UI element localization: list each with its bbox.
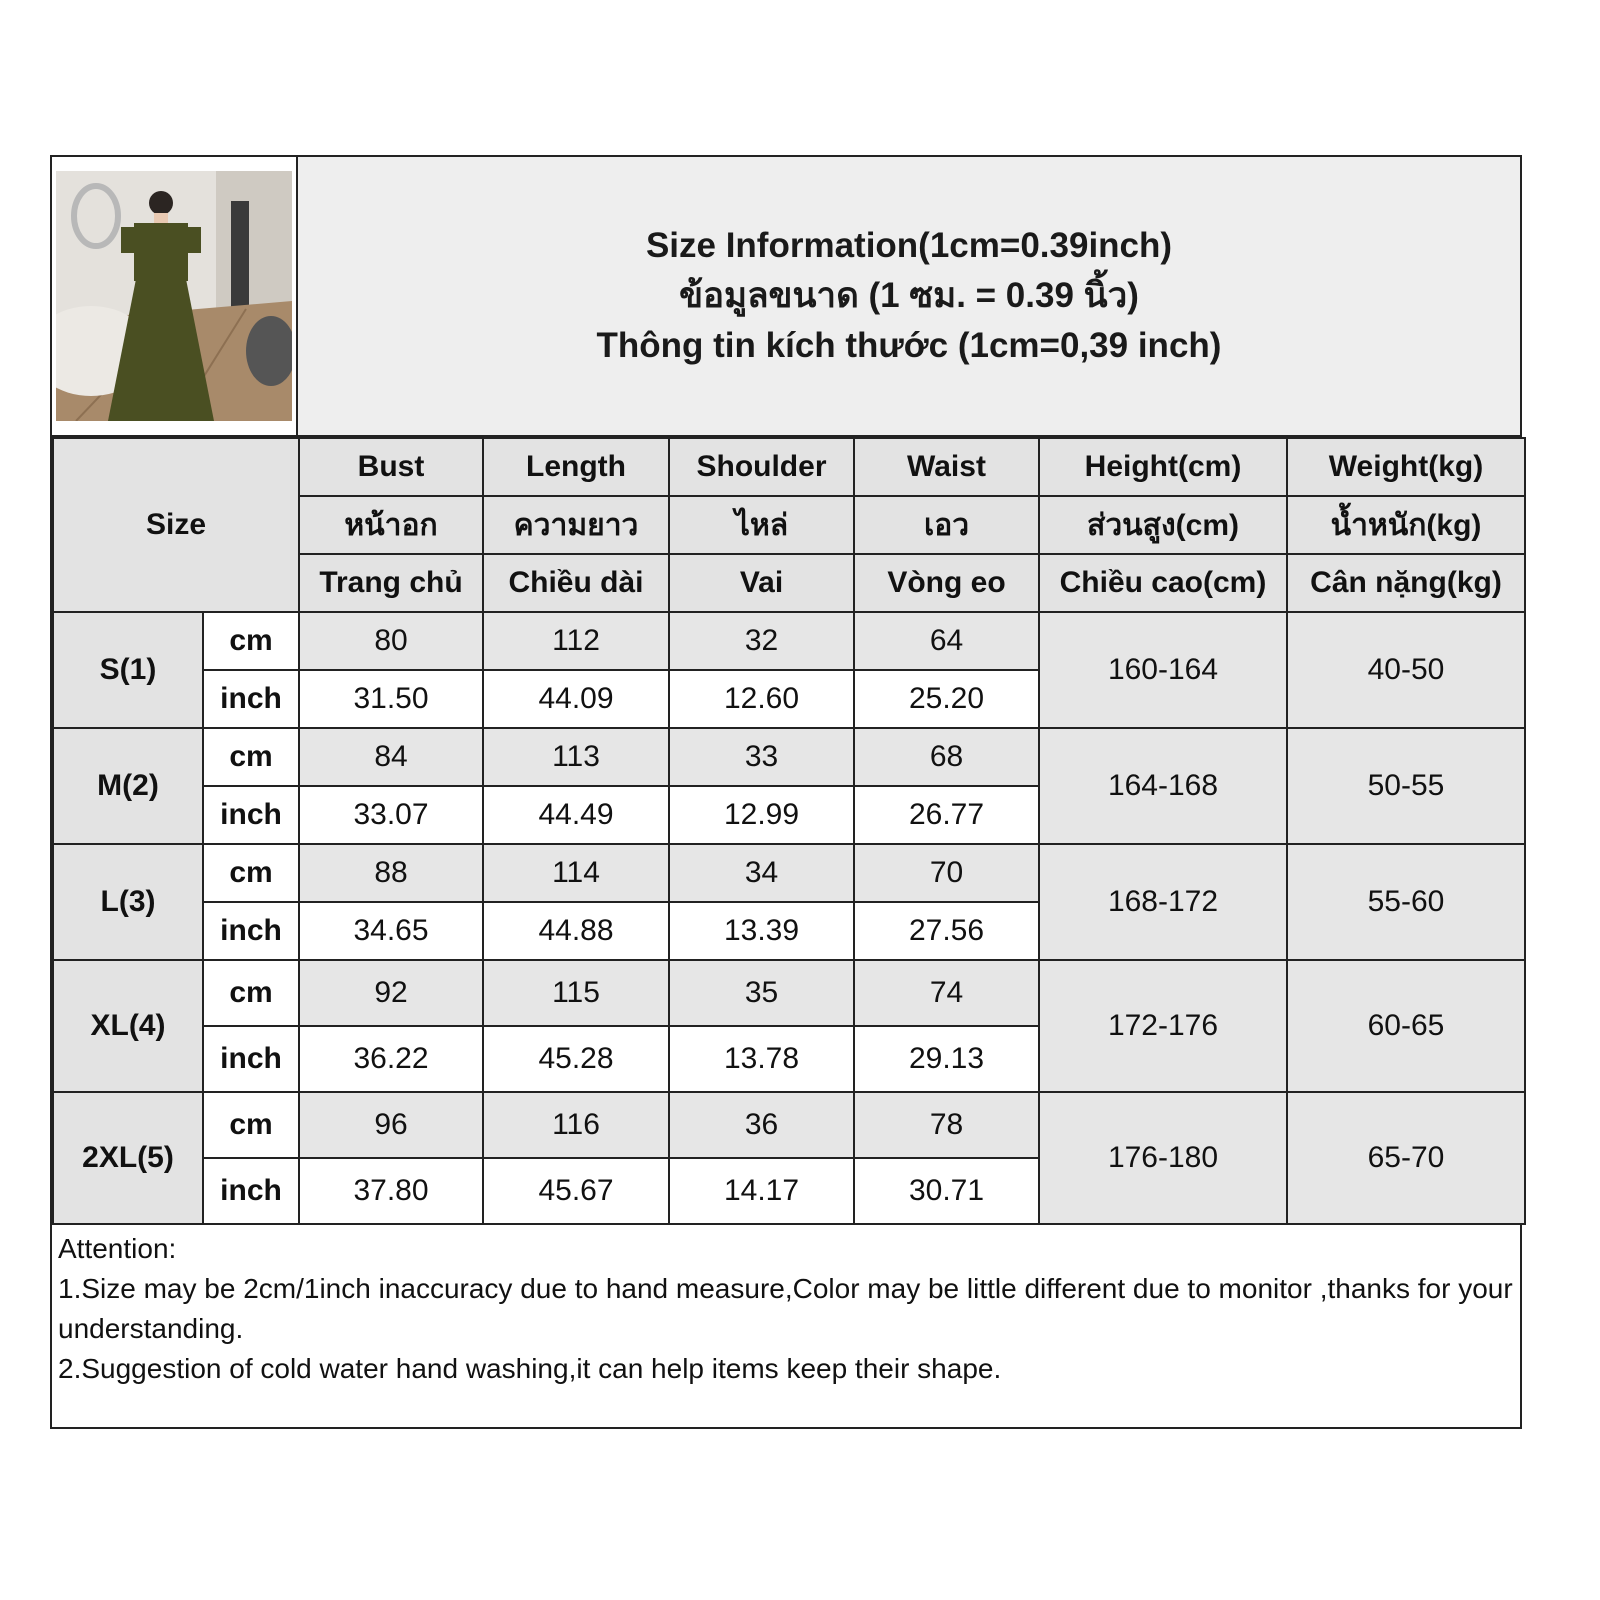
column-header-vi: Vai bbox=[669, 554, 854, 612]
unit-label: inch bbox=[203, 1026, 299, 1092]
height-range: 168-172 bbox=[1039, 844, 1287, 960]
height-range: 160-164 bbox=[1039, 612, 1287, 728]
measurement-cell: 27.56 bbox=[854, 902, 1039, 960]
column-header-en: Length bbox=[483, 438, 669, 496]
measurement-cell: 33.07 bbox=[299, 786, 483, 844]
measurement-cell: 32 bbox=[669, 612, 854, 670]
measurement-cell: 12.99 bbox=[669, 786, 854, 844]
title-vietnamese: Thông tin kích thước (1cm=0,39 inch) bbox=[596, 326, 1222, 365]
measurement-cell: 13.78 bbox=[669, 1026, 854, 1092]
measurement-cell: 115 bbox=[483, 960, 669, 1026]
column-header-th: ความยาว bbox=[483, 496, 669, 554]
size-chart bbox=[50, 155, 1522, 1429]
title-thai: ข้อมูลขนาด (1 ซม. = 0.39 นิ้ว) bbox=[679, 276, 1139, 315]
measurement-cell: 35 bbox=[669, 960, 854, 1026]
height-range: 172-176 bbox=[1039, 960, 1287, 1092]
measurement-cell: 45.28 bbox=[483, 1026, 669, 1092]
column-header-vi: Trang chủ bbox=[299, 554, 483, 612]
column-header-en: Height(cm) bbox=[1039, 438, 1287, 496]
measurement-cell: 37.80 bbox=[299, 1158, 483, 1224]
column-header-th: ไหล่ bbox=[669, 496, 854, 554]
column-header-vi: Chiều cao(cm) bbox=[1039, 554, 1287, 612]
table-row bbox=[53, 728, 1525, 786]
unit-label: inch bbox=[203, 902, 299, 960]
measurement-cell: 29.13 bbox=[854, 1026, 1039, 1092]
weight-range: 55-60 bbox=[1287, 844, 1525, 960]
measurement-cell: 114 bbox=[483, 844, 669, 902]
column-header-en: Shoulder bbox=[669, 438, 854, 496]
measurement-cell: 80 bbox=[299, 612, 483, 670]
height-range: 164-168 bbox=[1039, 728, 1287, 844]
height-range: 176-180 bbox=[1039, 1092, 1287, 1224]
column-header-vi: Chiều dài bbox=[483, 554, 669, 612]
measurement-cell: 84 bbox=[299, 728, 483, 786]
measurement-cell: 78 bbox=[854, 1092, 1039, 1158]
unit-label: cm bbox=[203, 1092, 299, 1158]
measurement-cell: 44.09 bbox=[483, 670, 669, 728]
measurement-cell: 88 bbox=[299, 844, 483, 902]
size-label: 2XL(5) bbox=[53, 1092, 203, 1224]
weight-range: 50-55 bbox=[1287, 728, 1525, 844]
measurement-cell: 44.49 bbox=[483, 786, 669, 844]
column-header-en: Waist bbox=[854, 438, 1039, 496]
column-header-en: Bust bbox=[299, 438, 483, 496]
measurement-cell: 112 bbox=[483, 612, 669, 670]
product-photo bbox=[56, 171, 292, 421]
measurement-cell: 34 bbox=[669, 844, 854, 902]
measurement-cell: 64 bbox=[854, 612, 1039, 670]
weight-range: 60-65 bbox=[1287, 960, 1525, 1092]
notes-line-1: 1.Size may be 2cm/1inch inaccuracy due to hand measure,Color may be little different due to monitor ,thanks for your understanding. bbox=[58, 1273, 1513, 1344]
measurement-cell: 74 bbox=[854, 960, 1039, 1026]
table-row bbox=[53, 612, 1525, 670]
measurement-cell: 34.65 bbox=[299, 902, 483, 960]
table-row bbox=[53, 960, 1525, 1026]
size-label: XL(4) bbox=[53, 960, 203, 1092]
table-row bbox=[53, 844, 1525, 902]
size-table bbox=[52, 437, 1526, 1225]
column-header-th: น้ำหนัก(kg) bbox=[1287, 496, 1525, 554]
attention-notes bbox=[52, 1225, 1520, 1427]
measurement-cell: 68 bbox=[854, 728, 1039, 786]
size-header: Size bbox=[53, 438, 299, 612]
measurement-cell: 26.77 bbox=[854, 786, 1039, 844]
product-photo-cell bbox=[52, 157, 298, 435]
table-row bbox=[53, 1092, 1525, 1158]
column-header-vi: Vòng eo bbox=[854, 554, 1039, 612]
size-label: L(3) bbox=[53, 844, 203, 960]
unit-label: inch bbox=[203, 670, 299, 728]
column-header-vi: Cân nặng(kg) bbox=[1287, 554, 1525, 612]
column-header-en: Weight(kg) bbox=[1287, 438, 1525, 496]
title-english: Size Information(1cm=0.39inch) bbox=[645, 226, 1173, 265]
measurement-cell: 30.71 bbox=[854, 1158, 1039, 1224]
measurement-cell: 14.17 bbox=[669, 1158, 854, 1224]
column-header-th: หน้าอก bbox=[299, 496, 483, 554]
weight-range: 65-70 bbox=[1287, 1092, 1525, 1224]
column-header-th: ส่วนสูง(cm) bbox=[1039, 496, 1287, 554]
unit-label: inch bbox=[203, 786, 299, 844]
measurement-cell: 113 bbox=[483, 728, 669, 786]
measurement-cell: 96 bbox=[299, 1092, 483, 1158]
measurement-cell: 31.50 bbox=[299, 670, 483, 728]
measurement-cell: 36 bbox=[669, 1092, 854, 1158]
measurement-cell: 92 bbox=[299, 960, 483, 1026]
column-header-th: เอว bbox=[854, 496, 1039, 554]
unit-label: cm bbox=[203, 844, 299, 902]
size-label: S(1) bbox=[53, 612, 203, 728]
title-cell bbox=[298, 157, 1520, 435]
measurement-cell: 33 bbox=[669, 728, 854, 786]
unit-label: cm bbox=[203, 960, 299, 1026]
header-row bbox=[52, 157, 1520, 437]
weight-range: 40-50 bbox=[1287, 612, 1525, 728]
measurement-cell: 13.39 bbox=[669, 902, 854, 960]
size-label: M(2) bbox=[53, 728, 203, 844]
unit-label: cm bbox=[203, 612, 299, 670]
measurement-cell: 45.67 bbox=[483, 1158, 669, 1224]
header-row-en bbox=[53, 438, 1525, 496]
measurement-cell: 36.22 bbox=[299, 1026, 483, 1092]
unit-label: cm bbox=[203, 728, 299, 786]
notes-heading: Attention: bbox=[58, 1233, 177, 1264]
notes-line-2: 2.Suggestion of cold water hand washing,it can help items keep their shape. bbox=[58, 1353, 1002, 1384]
measurement-cell: 25.20 bbox=[854, 670, 1039, 728]
measurement-cell: 116 bbox=[483, 1092, 669, 1158]
unit-label: inch bbox=[203, 1158, 299, 1224]
measurement-cell: 70 bbox=[854, 844, 1039, 902]
measurement-cell: 44.88 bbox=[483, 902, 669, 960]
measurement-cell: 12.60 bbox=[669, 670, 854, 728]
